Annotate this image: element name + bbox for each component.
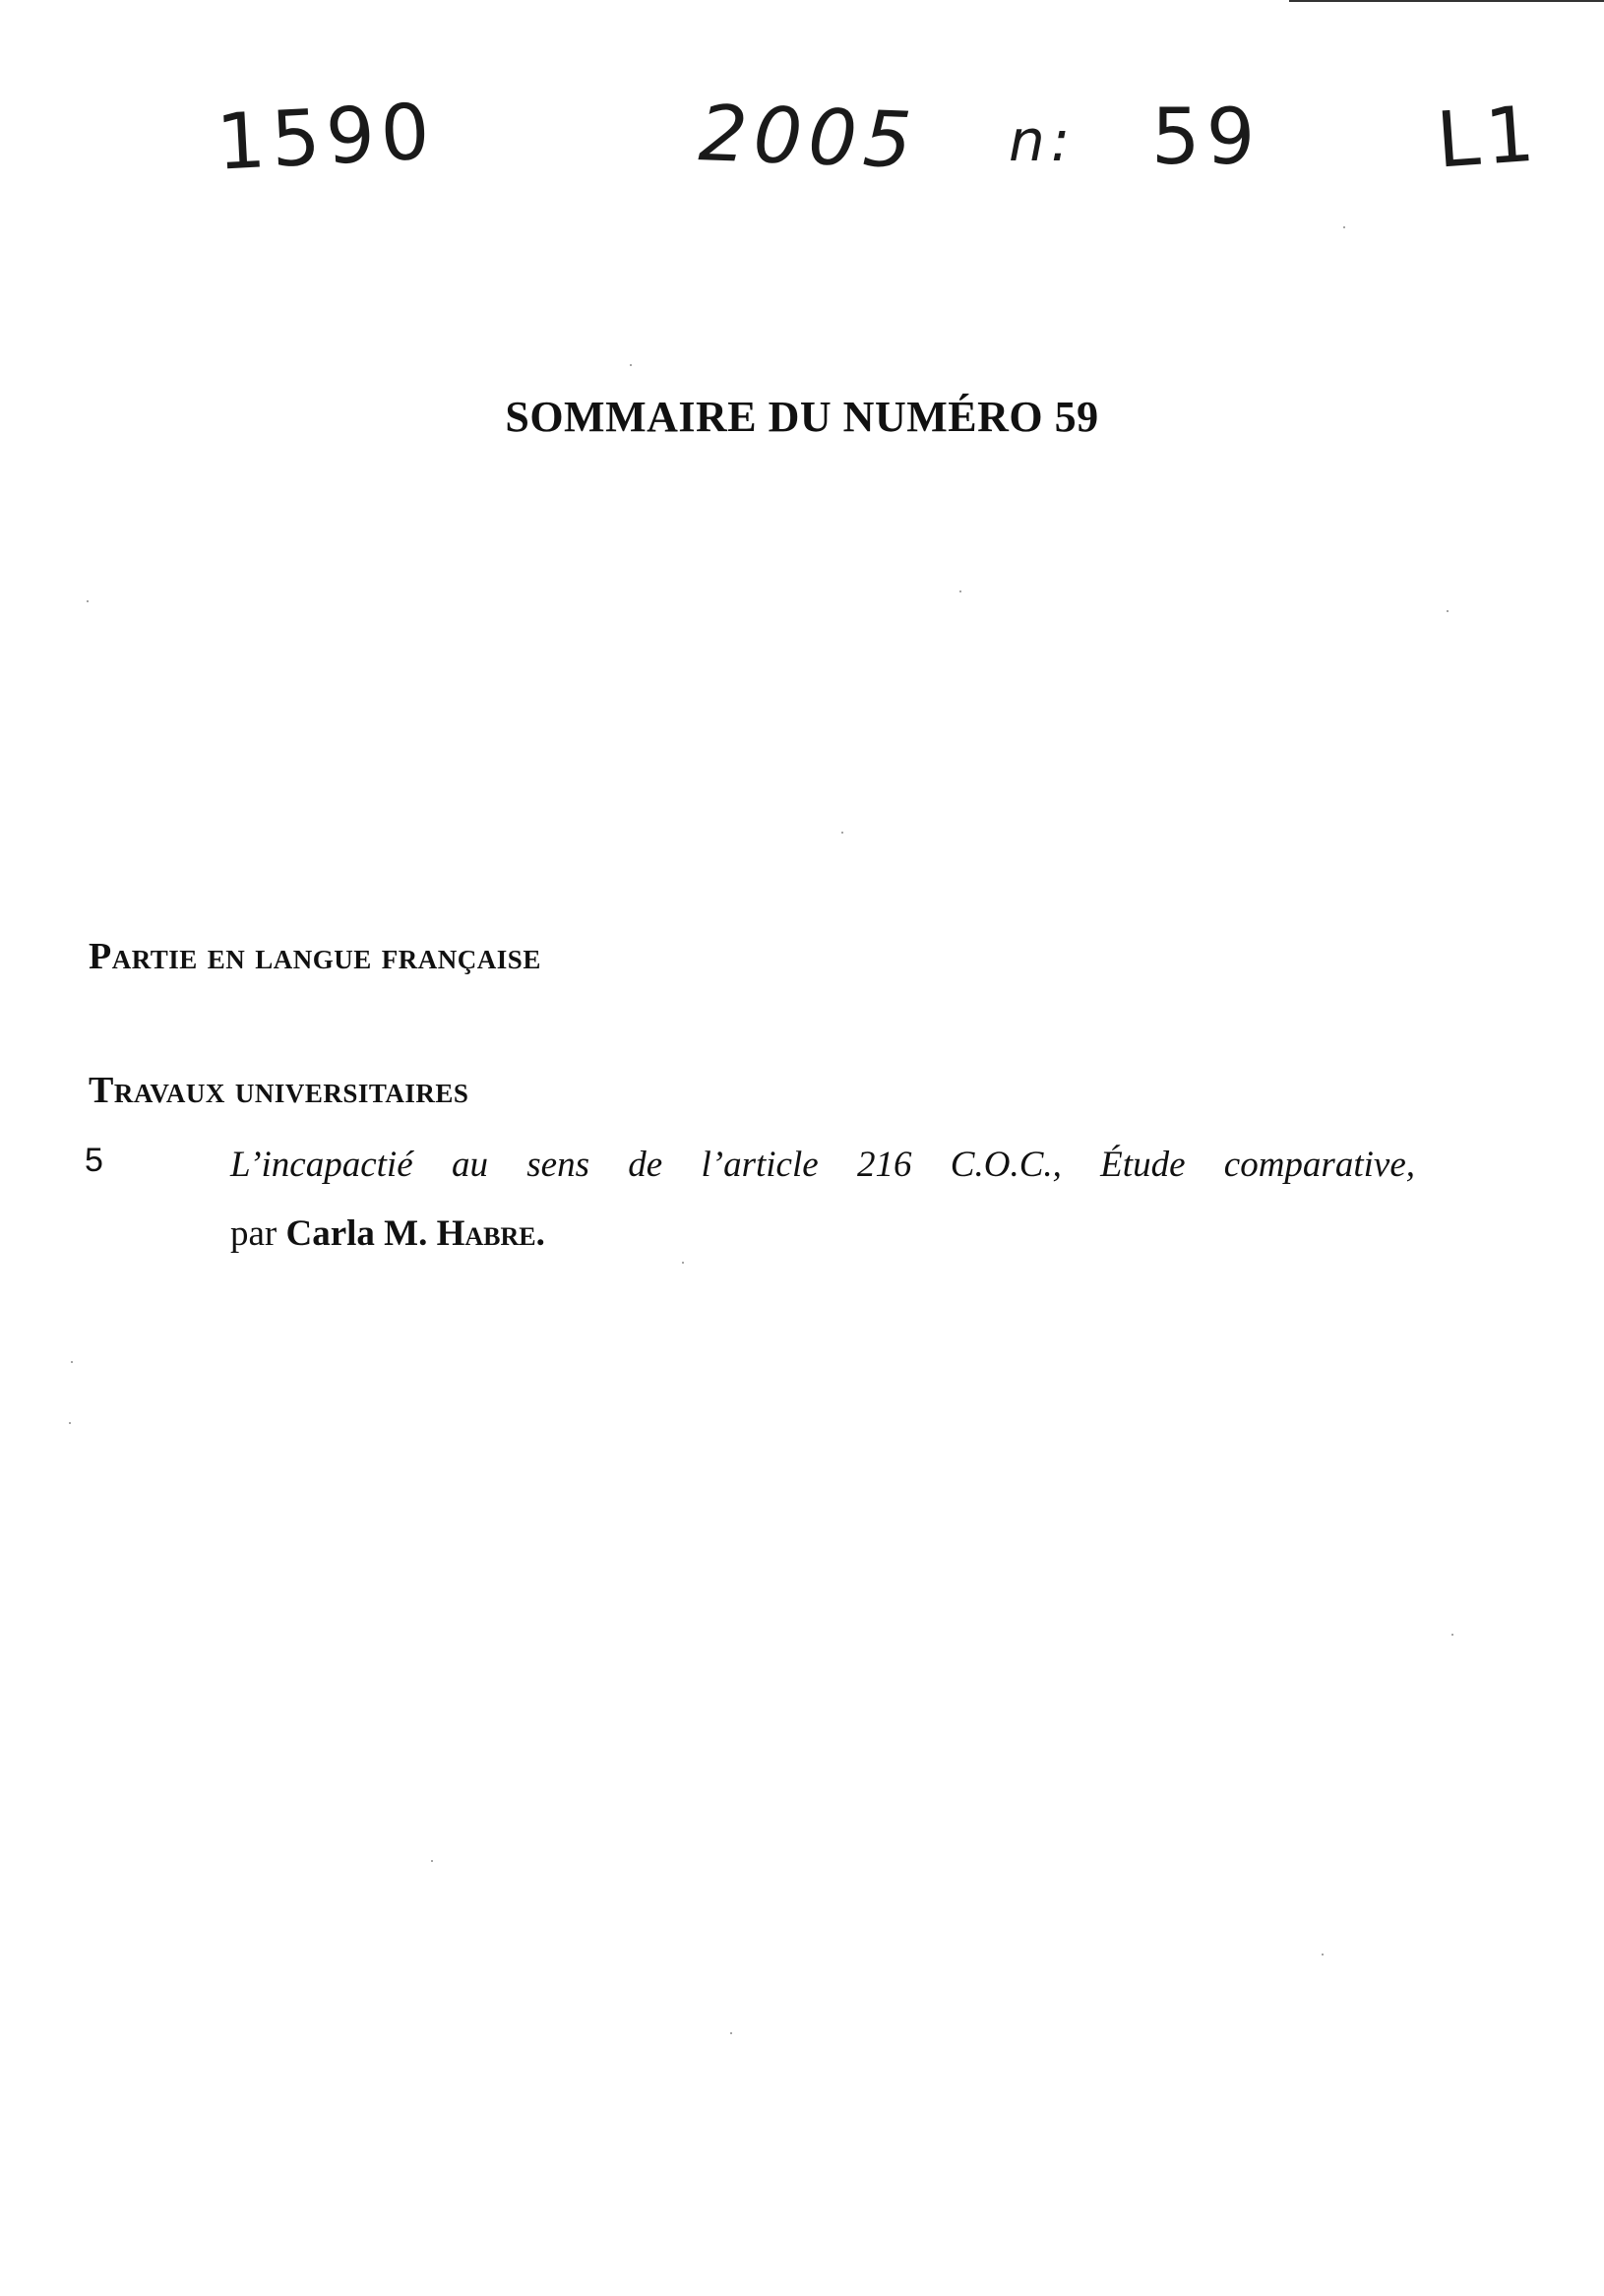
handwritten-year: 2005 xyxy=(697,90,920,186)
scan-speck xyxy=(1322,1954,1324,1955)
scan-speck xyxy=(841,832,843,834)
author-prefix: par xyxy=(230,1213,278,1254)
scan-speck xyxy=(730,2032,732,2034)
handwritten-code: L1 xyxy=(1433,90,1544,186)
scan-speck xyxy=(959,590,961,592)
scan-speck xyxy=(682,1262,684,1264)
scan-speck xyxy=(71,1361,73,1363)
scan-speck xyxy=(431,1860,433,1862)
entry-title: L’incapactié au sens de l’article 216 C.O.C., Étude comparative, xyxy=(230,1145,1415,1185)
page-edge-line xyxy=(1289,0,1604,2)
section-heading-academic-works: Travaux universitaires xyxy=(89,1070,469,1111)
handwritten-issue-number: 59 xyxy=(1151,93,1262,182)
section-heading-french-part: Partie en langue française xyxy=(89,936,541,977)
author-name: Carla M. xyxy=(285,1213,428,1254)
scan-speck xyxy=(1451,1634,1453,1636)
handwritten-number-abbrev: n: xyxy=(1009,107,1077,174)
entry-page-number: 5 xyxy=(85,1142,103,1179)
entry-author-line xyxy=(230,1212,545,1255)
author-surname: Habre. xyxy=(436,1213,545,1254)
scan-speck xyxy=(69,1422,71,1424)
page-title: SOMMAIRE DU NUMÉRO 59 xyxy=(505,393,1099,441)
scan-speck xyxy=(630,364,632,366)
scan-speck xyxy=(1343,226,1345,228)
handwritten-note xyxy=(214,88,1574,202)
scan-speck xyxy=(87,600,89,602)
scan-speck xyxy=(1447,610,1449,612)
handwritten-reference-number: 1590 xyxy=(214,88,438,188)
